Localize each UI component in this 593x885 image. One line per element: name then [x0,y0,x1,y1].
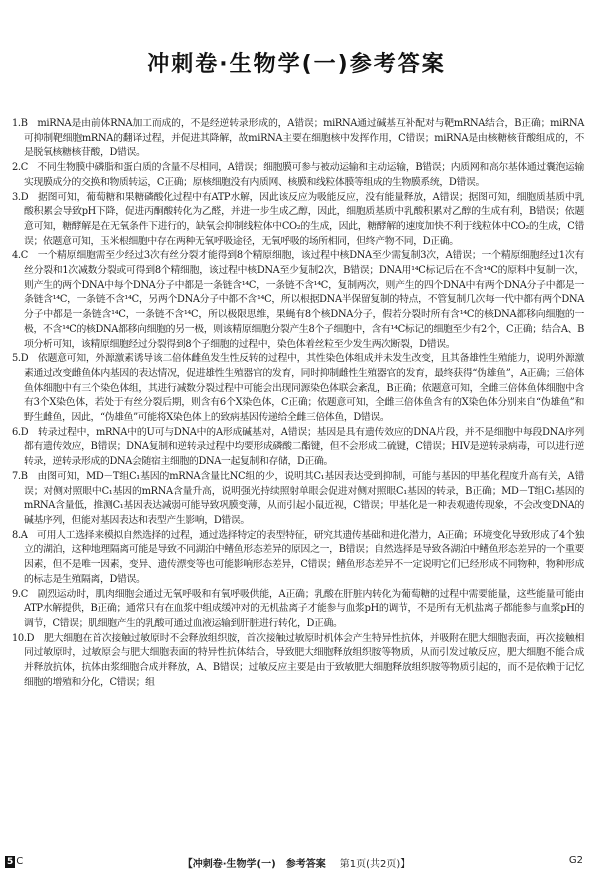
page-footer [0,854,593,870]
answer-item: 4.C 一个精原细胞需至少经过3次有丝分裂才能得到8个精原细胞，该过程中核DNA至少需复制3次，A错误；一个精原细胞经过1次有丝分裂和1次减数分裂或可得到8个精细胞，该过程中核DNA至少复制2次，B错误；DNA用¹⁴C标记后在不含¹⁴C的原料中复制一次，则产生的两个DNA中每个DNA分子中都是一条链含¹⁴C，一条链不含¹⁴C，复制两次，则产生的四个DNA中有两个DNA分子中都是一条链含¹⁴C，一条链不含¹⁴C，另两个DNA分子中都不含¹⁴C，所以根据DNA半保留复制的特点，不管复制几次每一代中都有两个DNA分子中都是一条链含¹⁴C，一条链不含¹⁴C，所以极限思维，果蝇有8个核DNA分子，假若分裂时所有含¹⁴C的核DNA都移向细胞的一极，不含¹⁴C的核DNA都移向细胞的另一极，则该精原细胞分裂产生8个子细胞中，含有¹⁴C标记的细胞至少有2个，C正确；结合A、B项分析可知，该精原细胞经过分裂得到8个子细胞的过程中，染色体着丝粒至少发生两次断裂，D错误。 [12,250,584,350]
page-title: 冲刺卷·生物学(一)参考答案 [147,52,446,77]
badge-letter: C [16,856,24,867]
paper-name: 【冲刺卷·生物学(一) 参考答案 [182,859,326,870]
answer-item: 5.D 依题意可知，外源激素诱导该二倍体雌鱼发生性反转的过程中，其性染色体组成并未发生改变，且其备雄性生殖能力，说明外源激素通过改变雌鱼体内基因的表达情况，促进雄性生殖器官的发育，同时抑制雌性生殖器官的发育，最终获得“伪雄鱼”，A正确；三倍体鱼体细胞中有三个染色体组，其进行减数分裂过程中可能会出现同源染色体联会紊乱，B正确；依题意可知，全雌三倍体鱼体细胞中含有3个X染色体，若处于有丝分裂后期，则含有6个X染色体，C正确；依题意可知，全雌三倍体鱼含有的X染色体分别来自“伪雄鱼”和野生雌鱼，因此，“伪雄鱼”可能将X染色体上的致病基因传递给全雌三倍体鱼，D错误。 [12,353,584,424]
answer-item: 7.B 由图可知，MD－T组C₁基因的mRNA含量比NC组的少，说明其C₁基因表达受到抑制，可能与基因的甲基化程度升高有关，A错误；对侧对照眼中C₁基因的mRNA含量升高，说明强光持续照射单眼会促进对侧对照眼C₁基因的转录，B正确；MD－T组C₁基因的mRNA含量低，推测C₁基因表达减弱可能导致巩膜变薄，从而引起小鼠近视，C错误；甲基化是一种表观遗传现象，不会改变DNA的碱基序列，但能对基因表达和表型产生影响，D错误。 [12,470,584,526]
footer-center [0,855,593,870]
paper-code: G2 [568,855,583,866]
answer-item: 10.D 肥大细胞在首次接触过敏原时不会释放组织胺，首次接触过敏原时机体会产生特异性抗体，并吸附在肥大细胞表面，再次接触相同过敏原时，过敏原会与肥大细胞表面的特异性抗体结合，导致肥大细胞释放组织胺等物质，从而引发过敏反应，肥大细胞不能合成并释放抗体，抗体由浆细胞合成并释放，A、B错误；过敏反应主要是由于致敏肥大细胞释放组织胺等物质引起的，而不是依赖于记忆细胞的增殖和分化，C错误；组 [12,632,584,688]
answer-item: 2.C 不同生物膜中磷脂和蛋白质的含量不尽相同，A错误；细胞膜可参与被动运输和主动运输，B错误；内质网和高尔基体通过囊泡运输实现膜成分的交换和物质转运，C正确；原核细胞没有内质网、核膜和线粒体膜等组成的生物膜系统，D错误。 [12,162,584,188]
page-number: 第1页(共2页)】 [339,859,411,870]
answer-list [12,117,584,690]
answer-item: 3.D 据图可知，葡萄糖和果糖磷酸化过程中有ATP水解，因此该反应为吸能反应，没有能量释放，A错误；据图可知，细胞质基质中乳酸积累会导致pH下降，促进丙酮酸转化为乙醛，并进一步生成乙醇，因此，细胞质基质中乳酸积累对乙醇的生成有利，B错误；依题意可知，糖酵解是在无氧条件下进行的，缺氧会抑制线粒体中CO₂的生成，因此，糖酵解的速度加快不利于线粒体中CO₂的生成，C错误；依题意可知，玉米根细胞中存在两种无氧呼吸途径，无氧呼吸的场所相同，但终产物不同，D正确。 [12,191,584,247]
answer-item: 1.B miRNA是由前体RNA加工而成的，不是经逆转录形成的，A错误；miRNA通过碱基互补配对与靶mRNA结合，B正确；miRNA可抑制靶细胞mRNA的翻译过程，并促进其降解，故miRNA主要在细胞核中发挥作用，C错误；miRNA是由核糖核苷酸组成的，不是脱氧核糖核苷酸，D错误。 [12,118,584,159]
badge-number: 5 [7,856,14,867]
answer-item: 6.D 转录过程中，mRNA中的U可与DNA中的A形成碱基对，A错误；基因是具有遗传效应的DNA片段，并不是细胞中每段DNA序列都有遗传效应，B错误；DNA复制和逆转录过程中均要形成磷酸二酯键，但不会形成二硫键，C错误；HIV是逆转录病毒，可以进行逆转录，逆转录形成的DNA会随宿主细胞的DNA一起复制和存储，D正确。 [12,426,584,468]
answer-item: 9.C 剧烈运动时，肌肉细胞会通过无氧呼吸和有氧呼吸供能，A正确；乳酸在肝脏内转化为葡萄糖的过程中需要能量，这些能量可能由ATP水解提供，B正确；通常只有在血浆中组成缓冲对的无机盐离子才能参与血浆pH的调节，不是所有无机盐离子都能参与血浆pH的调节，C错误；肌细胞产生的乳酸可通过血液运输到肝脏进行转化，D正确。 [12,588,584,629]
answer-item: 8.A 可用人工选择来模拟自然选择的过程，通过选择特定的表型特征，研究其遗传基础和进化潜力，A正确；环境变化导致形成了4个独立的湖泊，这种地理隔离可能是导致不同湖泊中鳍鱼形态差异的原因之一，B错误；自然选择是导致各湖泊中鳍鱼形态差异的一个重要因素，但不是唯一因素，变异、遗传漂变等也可能影响形态差异，C错误；鳍鱼形态差异不一定说明它们已经形成不同物种，物种形成的标志是生殖隔离，D错误。 [12,529,584,585]
